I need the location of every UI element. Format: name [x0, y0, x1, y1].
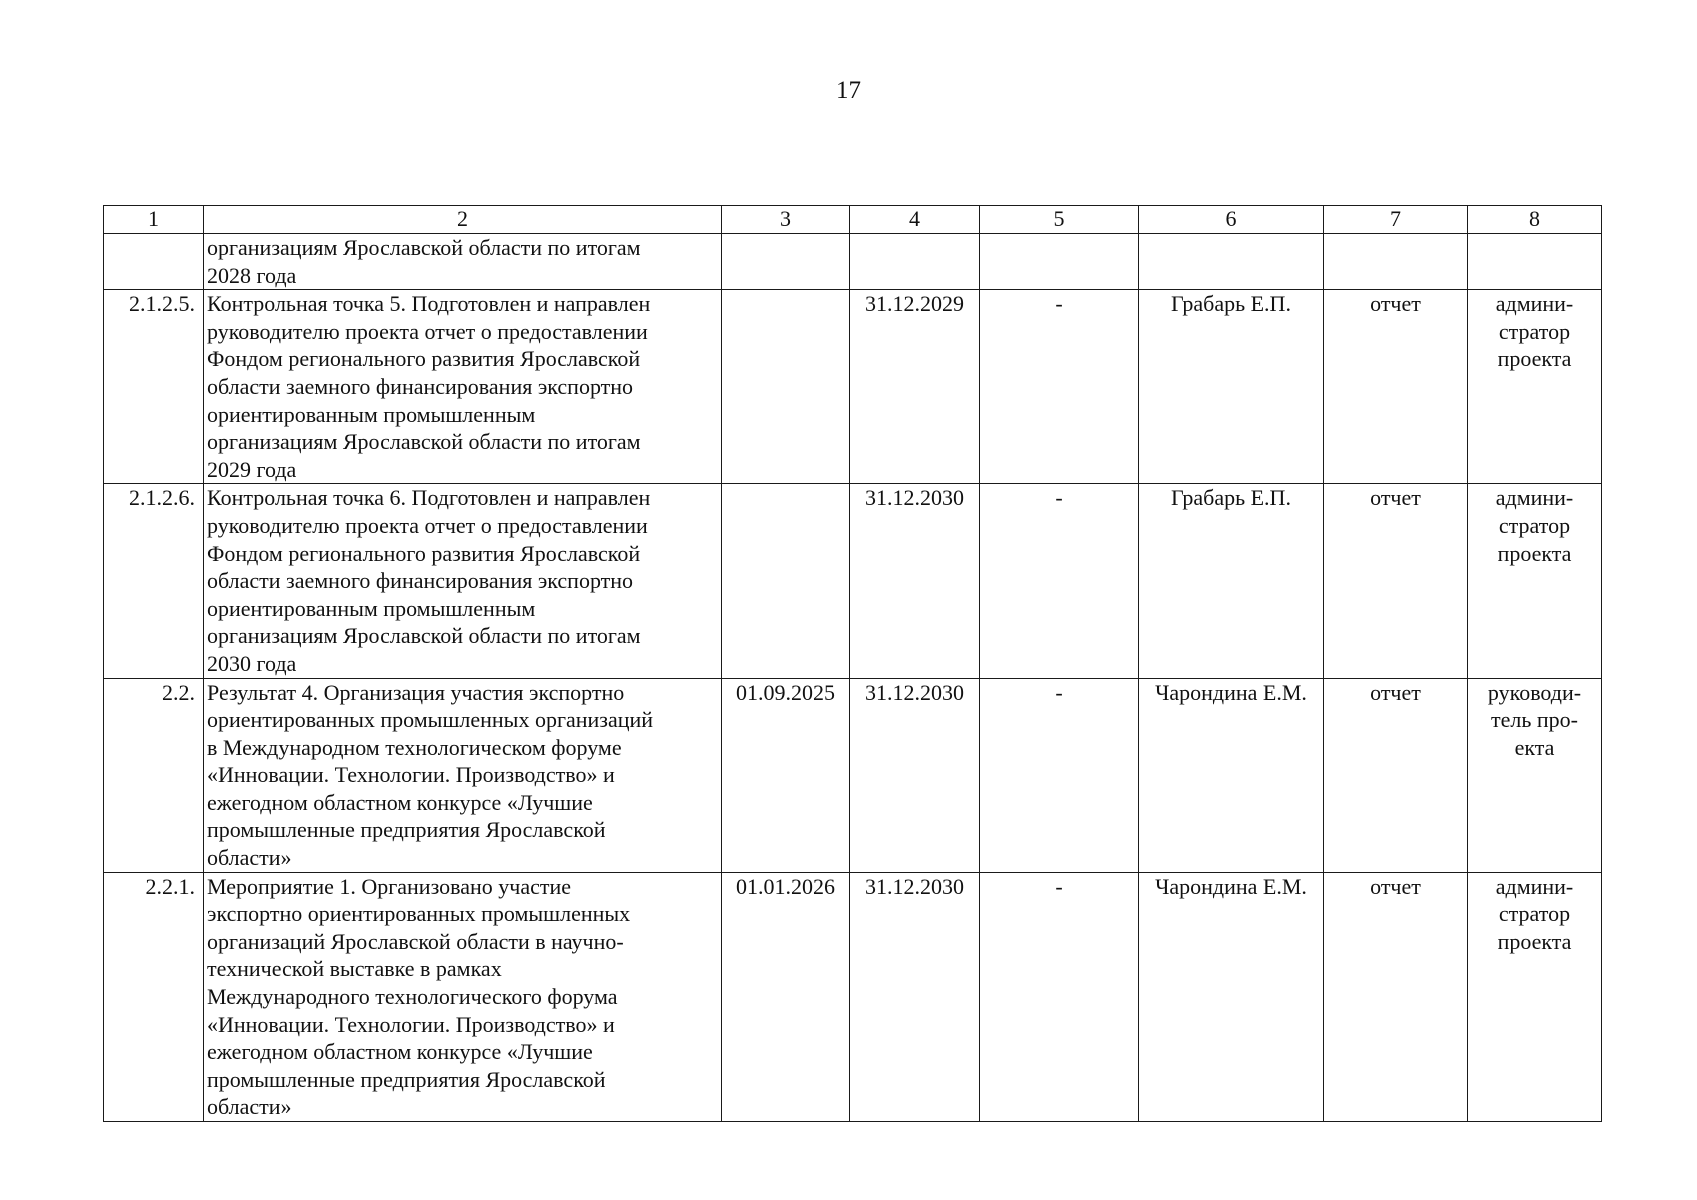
- column-5-cell: [980, 234, 1139, 290]
- item-description-line: организациям Ярославской области по итогам: [207, 429, 641, 455]
- start-date-cell: [722, 234, 850, 290]
- end-date-cell: 31.12.2030: [850, 872, 980, 1121]
- table-row: [104, 872, 1602, 1121]
- item-description-cell: [204, 872, 722, 1121]
- column-number-7: 7: [1324, 206, 1468, 234]
- document-type-cell: отчет: [1324, 678, 1468, 872]
- page-number: 17: [836, 77, 861, 104]
- role-line: стратор: [1498, 318, 1571, 344]
- item-description-line: ориентированным промышленным: [207, 401, 536, 427]
- role-line: проекта: [1497, 540, 1572, 566]
- item-description-line: промышленные предприятия Ярославской: [207, 1066, 606, 1092]
- item-description-line: организаций Ярославской области в научно-: [207, 928, 624, 954]
- item-description-cell: [204, 290, 722, 484]
- role-line: админи-: [1495, 291, 1574, 317]
- item-number-cell: 2.2.: [104, 678, 204, 872]
- item-description-line: Фондом регионального развития Ярославской: [207, 346, 641, 372]
- column-5-cell: -: [980, 678, 1139, 872]
- item-description-line: Международного технологического форума: [207, 984, 618, 1010]
- column-number-8: 8: [1468, 206, 1602, 234]
- role-line: проекта: [1497, 346, 1572, 372]
- role-cell: [1468, 484, 1602, 678]
- document-type-cell: отчет: [1324, 484, 1468, 678]
- item-description-line: области»: [207, 845, 292, 871]
- column-number-1: 1: [104, 206, 204, 234]
- column-5-cell: -: [980, 484, 1139, 678]
- item-description-line: организациям Ярославской области по итогам: [207, 623, 641, 649]
- role-cell: [1468, 234, 1602, 290]
- start-date-cell: 01.01.2026: [722, 872, 850, 1121]
- item-description-line: 2028 года: [207, 262, 297, 288]
- item-description-line: области заемного финансирования экспортно: [207, 373, 634, 399]
- item-number-cell: 2.2.1.: [104, 872, 204, 1121]
- item-description-line: руководителю проекта отчет о предоставлении: [207, 318, 648, 344]
- document-type-cell: отчет: [1324, 872, 1468, 1121]
- item-description-line: технической выставке в рамках: [207, 956, 502, 982]
- role-cell: [1468, 872, 1602, 1121]
- table-row: [104, 678, 1602, 872]
- item-number-cell: 2.1.2.5.: [104, 290, 204, 484]
- column-5-cell: -: [980, 290, 1139, 484]
- role-line: админи-: [1495, 485, 1574, 511]
- responsible-person-cell: Чарондина Е.М.: [1139, 872, 1324, 1121]
- item-description-line: ежегодном областном конкурсе «Лучшие: [207, 1039, 593, 1065]
- column-number-2: 2: [204, 206, 722, 234]
- responsible-person-cell: Чарондина Е.М.: [1139, 678, 1324, 872]
- table-header-row: [104, 206, 1602, 234]
- item-description-line: промышленные предприятия Ярославской: [207, 817, 606, 843]
- column-number-4: 4: [850, 206, 980, 234]
- item-description-line: Мероприятие 1. Организовано участие: [207, 873, 572, 899]
- column-number-6: 6: [1139, 206, 1324, 234]
- column-number-3: 3: [722, 206, 850, 234]
- item-description-line: Фондом регионального развития Ярославской: [207, 540, 641, 566]
- role-line: стратор: [1498, 512, 1571, 538]
- role-line: стратор: [1498, 901, 1571, 927]
- end-date-cell: 31.12.2030: [850, 678, 980, 872]
- column-5-cell: -: [980, 872, 1139, 1121]
- item-description-line: 2029 года: [207, 456, 297, 482]
- table-row: [104, 234, 1602, 290]
- role-line: екта: [1514, 734, 1555, 760]
- project-plan-table: [103, 205, 1602, 1122]
- item-description-line: «Инновации. Технологии. Производство» и: [207, 762, 615, 788]
- item-description-line: Контрольная точка 6. Подготовлен и направлен: [207, 485, 651, 511]
- role-line: тель про-: [1491, 707, 1578, 733]
- end-date-cell: [850, 234, 980, 290]
- start-date-cell: 01.09.2025: [722, 678, 850, 872]
- item-description-cell: [204, 484, 722, 678]
- item-description-cell: [204, 234, 722, 290]
- item-description-line: области заемного финансирования экспортно: [207, 568, 634, 594]
- item-description-line: ориентированных промышленных организаций: [207, 707, 654, 733]
- table-row: [104, 484, 1602, 678]
- start-date-cell: [722, 290, 850, 484]
- item-description-line: экспортно ориентированных промышленных: [207, 901, 631, 927]
- responsible-person-cell: Грабарь Е.П.: [1139, 484, 1324, 678]
- end-date-cell: 31.12.2030: [850, 484, 980, 678]
- responsible-person-cell: Грабарь Е.П.: [1139, 290, 1324, 484]
- item-number-cell: [104, 234, 204, 290]
- item-description-line: «Инновации. Технологии. Производство» и: [207, 1011, 615, 1037]
- role-line: руководи-: [1487, 679, 1582, 705]
- item-description-line: Контрольная точка 5. Подготовлен и направлен: [207, 291, 651, 317]
- document-type-cell: [1324, 234, 1468, 290]
- item-description-line: 2030 года: [207, 650, 297, 676]
- table-row: [104, 290, 1602, 484]
- item-description-line: руководителю проекта отчет о предоставлении: [207, 512, 648, 538]
- item-description-line: организациям Ярославской области по итогам: [207, 235, 641, 260]
- item-description-line: ежегодном областном конкурсе «Лучшие: [207, 789, 593, 815]
- start-date-cell: [722, 484, 850, 678]
- item-description-line: ориентированным промышленным: [207, 595, 536, 621]
- item-description-line: в Международном технологическом форуме: [207, 734, 622, 760]
- role-line: админи-: [1495, 873, 1574, 899]
- role-cell: [1468, 290, 1602, 484]
- responsible-person-cell: [1139, 234, 1324, 290]
- item-description-line: области»: [207, 1094, 292, 1120]
- column-number-5: 5: [980, 206, 1139, 234]
- role-cell: [1468, 678, 1602, 872]
- item-description-cell: [204, 678, 722, 872]
- end-date-cell: 31.12.2029: [850, 290, 980, 484]
- item-number-cell: 2.1.2.6.: [104, 484, 204, 678]
- role-line: проекта: [1497, 928, 1572, 954]
- item-description-line: Результат 4. Организация участия экспортно: [207, 679, 625, 705]
- document-type-cell: отчет: [1324, 290, 1468, 484]
